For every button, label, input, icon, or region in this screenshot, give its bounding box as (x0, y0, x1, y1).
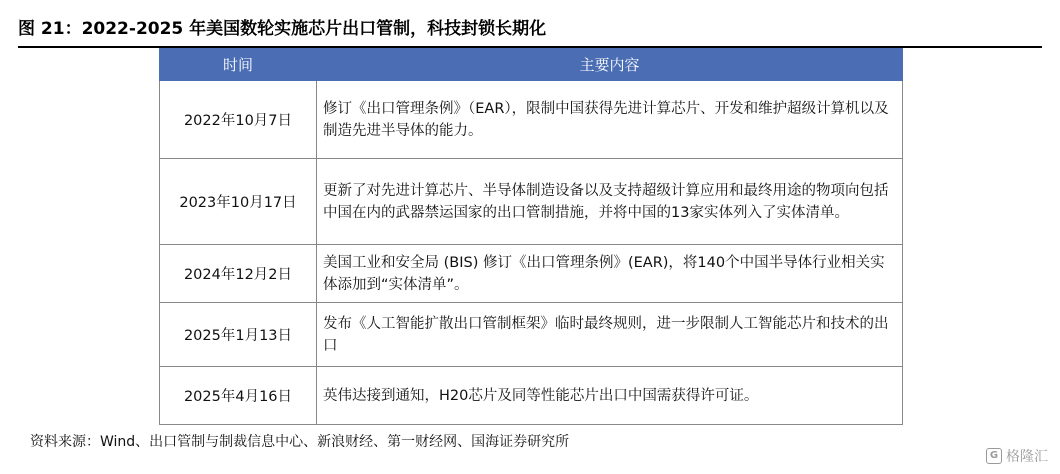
table-row (160, 303, 903, 367)
row-content: 更新了对先进计算芯片、半导体制造设备以及支持超级计算应用和最终用途的物项向包括中国在内的武器禁运国家的出口管制措施，并将中国的13家实体列入了实体清单。 (317, 159, 903, 245)
table-row (160, 81, 903, 159)
watermark (986, 446, 1048, 466)
table-row (160, 245, 903, 303)
page-title: 图 21：2022-2025 年美国数轮实施芯片出口管制，科技封锁长期化 (18, 19, 547, 39)
export-control-table (159, 48, 903, 425)
row-date: 2024年12月2日 (160, 245, 317, 303)
row-date: 2022年10月7日 (160, 81, 317, 159)
row-date: 2025年4月16日 (160, 367, 317, 425)
header-time: 时间 (160, 49, 317, 81)
row-content: 发布《人工智能扩散出口管制框架》临时最终规则，进一步限制人工智能芯片和技术的出口 (317, 303, 903, 367)
table-row (160, 159, 903, 245)
row-date: 2023年10月17日 (160, 159, 317, 245)
gelonghui-logo-icon: G (986, 448, 1002, 464)
row-date: 2025年1月13日 (160, 303, 317, 367)
watermark-text: 格隆汇 (1006, 449, 1048, 465)
table-header-row (160, 49, 903, 81)
header-content: 主要内容 (317, 49, 903, 81)
source-note: 资料来源：Wind、出口管制与制裁信息中心、新浪财经、第一财经网、国海证券研究所 (30, 434, 570, 450)
row-content: 修订《出口管理条例》（EAR），限制中国获得先进计算芯片、开发和维护超级计算机以及制造先进半导体的能力。 (317, 81, 903, 159)
row-content: 美国工业和安全局 (BIS) 修订《出口管理条例》(EAR)，将140个中国半导体行业相关实体添加到“实体清单”。 (317, 245, 903, 303)
row-content: 英伟达接到通知，H20芯片及同等性能芯片出口中国需获得许可证。 (317, 367, 903, 425)
table-row (160, 367, 903, 425)
